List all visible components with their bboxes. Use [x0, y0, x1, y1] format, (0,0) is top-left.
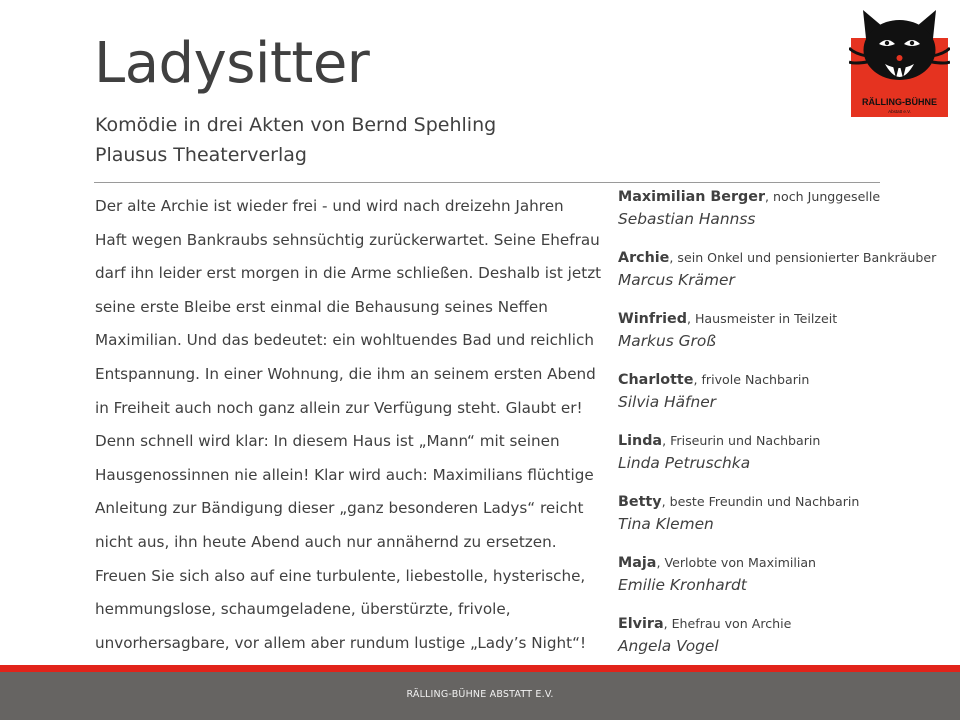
cast-entry-linda — [618, 430, 948, 491]
cast-entry-archie — [618, 247, 948, 308]
logo-sub-text: Abstatt e.V. — [888, 109, 911, 114]
description-line: Haft wegen Bankraubs sehnsüchtig zurückerwartet. Seine Ehefrau — [95, 230, 600, 249]
description-line: Anleitung zur Bändigung dieser „ganz besonderen Ladys“ reicht — [95, 499, 584, 518]
footer-bar — [0, 672, 960, 720]
description-line: Entspannung. In einer Wohnung, die ihm an seinem ersten Abend — [95, 364, 596, 383]
description-line: Der alte Archie ist wieder frei - und wird nach dreizehn Jahren — [95, 197, 564, 215]
role-name: Archie — [618, 250, 670, 266]
role-name: Maximilian Berger — [618, 189, 766, 205]
actor-name: Silvia Häfner — [618, 393, 717, 411]
cast-role — [618, 308, 948, 330]
role-name: Winfried — [618, 311, 687, 327]
description-line: Hausgenossinnen nie allein! Klar wird auch: Maximilians flüchtige — [95, 465, 594, 484]
cast-role — [618, 552, 948, 574]
logo-name-text: RÄLLING-BÜHNE — [862, 97, 937, 107]
footer-text: RÄLLING-BÜHNE ABSTATT E.V. — [406, 689, 554, 700]
cast-role — [618, 369, 948, 391]
role-name: Linda — [618, 433, 663, 449]
actor-name: Marcus Krämer — [618, 271, 735, 289]
description-line: Freuen Sie sich also auf eine turbulente, liebestolle, hysterische, — [95, 566, 586, 585]
cast-entry-charlotte — [618, 369, 948, 430]
subtitle-line-2: Plausus Theaterverlag — [95, 144, 307, 166]
cast-role — [618, 613, 948, 635]
slide-title: Ladysitter — [94, 31, 370, 96]
actor-name: Tina Klemen — [618, 515, 714, 533]
cast-entry-maja — [618, 552, 948, 613]
cast-entry-betty — [618, 491, 948, 552]
role-name: Elvira — [618, 616, 664, 632]
description-line: seine erste Bleibe erst einmal die Behausung seines Neffen — [95, 297, 548, 316]
description-line: Maximilian. Und das bedeutet: ein wohltuendes Bad und reichlich — [95, 331, 594, 350]
cast-role — [618, 186, 948, 208]
actor-name: Linda Petruschka — [618, 454, 751, 472]
description-line: in Freiheit auch noch ganz allein zur Verfügung steht. Glaubt er! — [95, 398, 583, 417]
description-line: nicht aus, ihn heute Abend auch nur annähernd zu ersetzen. — [95, 532, 557, 551]
description-line: unvorhersagbare, vor allem aber rundum lustige „Lady’s Night“! — [95, 633, 587, 652]
cast-role — [618, 430, 948, 452]
cast-entry-winfried — [618, 308, 948, 369]
cast-role — [618, 491, 948, 513]
role-description: , sein Onkel und pensionierter Bankräuber — [669, 250, 937, 265]
role-description: , Ehefrau von Archie — [663, 616, 792, 631]
role-description: , noch Junggeselle — [765, 189, 881, 204]
actor-name: Angela Vogel — [618, 637, 719, 655]
role-description: , beste Freundin und Nachbarin — [661, 494, 860, 509]
black-cat-face-logo-icon — [849, 8, 950, 117]
role-name: Maja — [618, 555, 657, 571]
description-line: hemmungslose, schaumgeladene, überstürzte, frivole, — [95, 600, 511, 619]
subtitle-line-1: Komödie in drei Akten von Bernd Spehling — [95, 114, 497, 136]
cast-entry-maximilian — [618, 186, 948, 247]
actor-name: Emilie Kronhardt — [618, 576, 747, 594]
ralling-buehne-logo — [849, 8, 950, 117]
role-description: , frivole Nachbarin — [693, 372, 810, 387]
role-description: , Hausmeister in Teilzeit — [686, 311, 838, 326]
slide-subtitle — [95, 110, 496, 170]
role-description: , Verlobte von Maximilian — [656, 555, 817, 570]
actor-name: Sebastian Hannss — [618, 210, 756, 228]
role-name: Betty — [618, 494, 662, 510]
role-description: , Friseurin und Nachbarin — [662, 433, 821, 448]
description-line: darf ihn leider erst morgen in die Arme schließen. Deshalb ist jetzt — [95, 264, 602, 283]
actor-name: Markus Groß — [618, 332, 716, 350]
title-divider — [94, 182, 880, 183]
plot-description — [95, 190, 607, 660]
cast-list — [618, 186, 948, 674]
cast-role — [618, 247, 948, 269]
description-line: Denn schnell wird klar: In diesem Haus ist „Mann“ mit seinen — [95, 432, 560, 451]
role-name: Charlotte — [618, 372, 694, 388]
footer-accent-bar — [0, 665, 960, 672]
